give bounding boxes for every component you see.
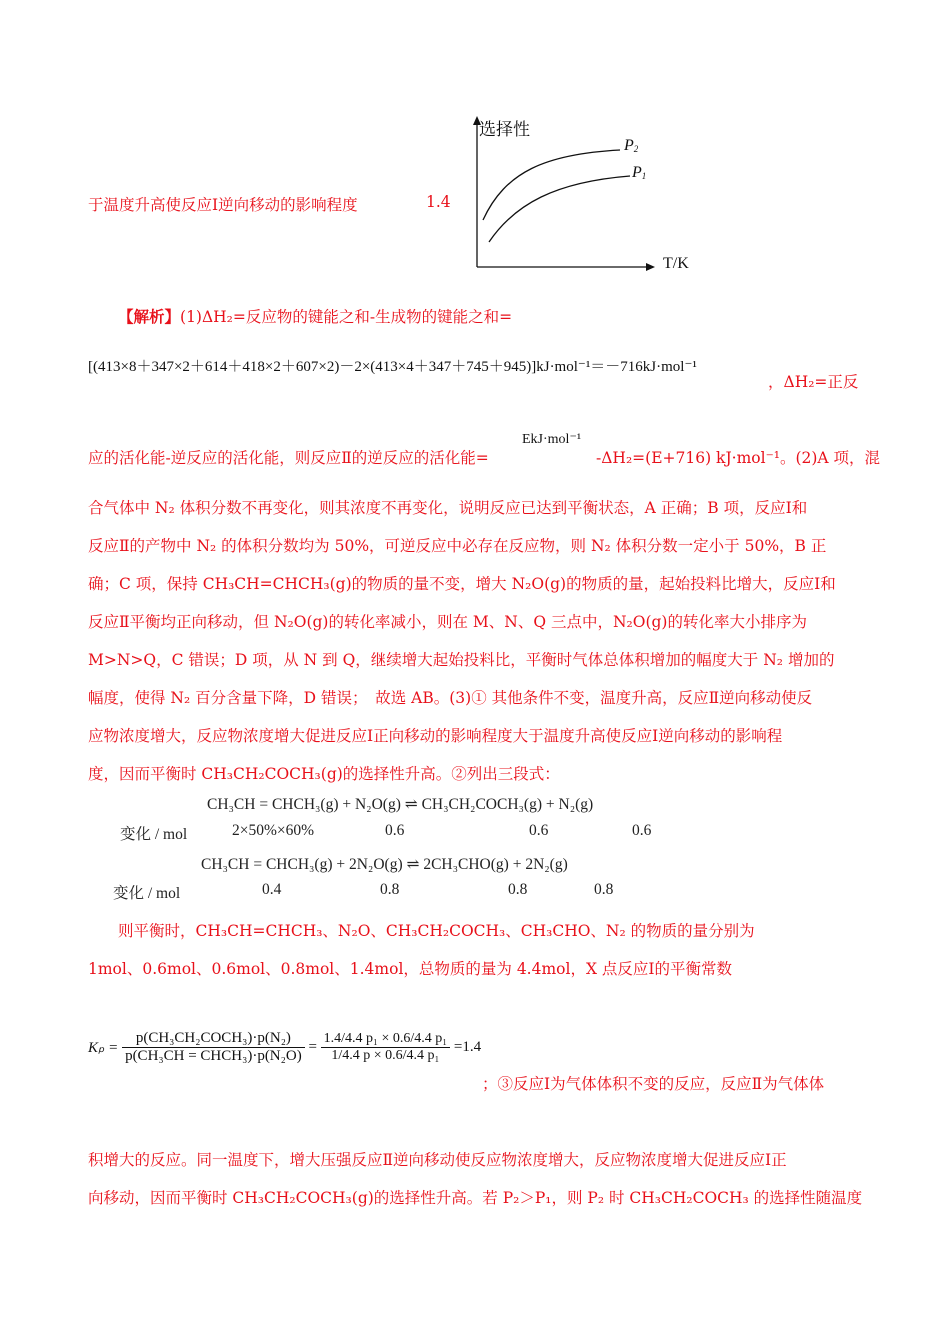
top-line-text: 于温度升高使反应Ⅰ逆向移动的影响程度 bbox=[88, 196, 358, 214]
analysis-line-5: 反应Ⅱ的产物中 N₂ 的体积分数均为 50%，可逆反应中必存在反应物，则 N₂ 体积分数一定小于 50%，B 正 bbox=[88, 537, 827, 555]
analysis-line-11: 度，因而平衡时 CH₃CH₂COCH₃(g)的选择性升高。②列出三段式： bbox=[88, 765, 560, 783]
table2-value-2: 0.8 bbox=[380, 881, 400, 898]
ek-unit: EkJ·mol⁻¹ bbox=[522, 432, 582, 447]
table2-value-4: 0.8 bbox=[594, 881, 614, 898]
table2-equation: CH₃CH = CHCH₃(g) + 2N₂O(g) ⇌ 2CH₃CHO(g) + 2N₂(g) bbox=[201, 856, 568, 873]
graph-y-label: 选择性 bbox=[479, 120, 530, 140]
x-axis-arrow bbox=[646, 263, 655, 271]
curve-p2 bbox=[483, 150, 620, 220]
table1-value-1: 2×50%×60% bbox=[232, 822, 315, 839]
kp-expression: Kₚ = $\frac{\text{p(CH₃CH₂COCH₃)·p(N₂)}}{\text{p(CH₃CH = CHCH₃)·p(N₂O)}}$ = $\frac{\text{1.4/4.4 p₁ × 0.6/4.4 p₁}}{\text{1/4.4 p × 0.6/4.4 p₁}}$ =1.4 bbox=[88, 1030, 482, 1064]
top-line-value: 1.4 bbox=[426, 193, 451, 211]
analysis-line-4: 合气体中 N₂ 体积分数不再变化，则其浓度不再变化，说明反应已达到平衡状态，A 正确；B 项，反应Ⅰ和 bbox=[88, 499, 808, 517]
table1-label: 变化 / mol bbox=[120, 826, 188, 843]
analysis-line-3b: -ΔH₂=(E+716) kJ·mol⁻¹。(2)A 项，混 bbox=[596, 449, 881, 467]
kp-fraction-1: $\frac{\text{p(CH₃CH₂COCH₃)·p(N₂)}}{\text{p(CH₃CH = CHCH₃)·p(N₂O)}}$ bbox=[122, 1030, 305, 1065]
end-line-14: 积增大的反应。同一温度下，增大压强反应Ⅱ逆向移动使反应物浓度增大，反应物浓度增大促进反应Ⅰ正 bbox=[88, 1151, 787, 1169]
analysis-line-9: 幅度，使得 N₂ 百分含量下降，D 错误； 故选 AB。(3)① 其他条件不变，温度升高，反应Ⅱ逆向移动使反 bbox=[88, 689, 813, 707]
table1-equation: CH₃CH = CHCH₃(g) + N₂O(g) ⇌ CH₃CH₂COCH₃(g) + N₂(g) bbox=[207, 796, 594, 813]
curve-p1 bbox=[489, 176, 630, 242]
analysis-line-7: 反应Ⅱ平衡均正向移动，但 N₂O(g)的转化率减小，则在 M、N、Q 三点中，N₂O(g)的转化率大小排序为 bbox=[88, 613, 807, 631]
table2-value-1: 0.4 bbox=[262, 881, 282, 898]
table2-label: 变化 / mol bbox=[113, 885, 181, 902]
analysis-line-10: 应物浓度增大，反应物浓度增大促进反应Ⅰ正向移动的影响程度大于温度升高使反应Ⅰ逆向移动的影响程 bbox=[88, 727, 783, 745]
graph-x-label: T/K bbox=[663, 255, 689, 272]
formula-bond-energy: [(413×8＋347×2＋614＋418×2＋607×2)－2×(413×4＋347＋745＋945)]kJ·mol⁻¹＝－716kJ·mol⁻¹ bbox=[88, 359, 697, 375]
graph-label-p2: $P_2$ bbox=[624, 137, 639, 154]
analysis-line-8: M>N>Q，C 错误；D 项，从 N 到 Q，继续增大起始投料比，平衡时气体总体积增加的幅度大于 N₂ 增加的 bbox=[88, 651, 835, 669]
kp-fraction-2: $\frac{\text{1.4/4.4 p₁ × 0.6/4.4 p₁}}{\text{1/4.4 p × 0.6/4.4 p₁}}$ bbox=[321, 1031, 450, 1064]
graph-label-p1: $P_1$ bbox=[632, 164, 647, 181]
after-line-12: 则平衡时，CH₃CH=CHCH₃、N₂O、CH₃CH₂COCH₃、CH₃CHO、N₂ 的物质的量分别为 bbox=[118, 922, 755, 940]
formula-tail: ，ΔH₂=正反 bbox=[768, 373, 859, 391]
end-line-15: 向移动，因而平衡时 CH₃CH₂COCH₃(g)的选择性升高。若 P₂＞P₁，则 P₂ 时 CH₃CH₂COCH₃ 的选择性随温度 bbox=[88, 1189, 863, 1207]
analysis-line-1: 【解析】(1)ΔH₂=反应物的键能之和-生成物的键能之和= bbox=[118, 307, 513, 326]
analysis-line-3a: 应的活化能-逆反应的活化能，则反应Ⅱ的逆反应的活化能= bbox=[88, 449, 489, 467]
after-line-13: 1mol、0.6mol、0.6mol、0.8mol、1.4mol，总物质的量为 4.4mol，X 点反应Ⅰ的平衡常数 bbox=[88, 960, 733, 978]
analysis-line-6: 确；C 项，保持 CH₃CH=CHCH₃(g)的物质的量不变，增大 N₂O(g)的物质的量，起始投料比增大，反应Ⅰ和 bbox=[88, 575, 836, 593]
table1-value-3: 0.6 bbox=[529, 822, 549, 839]
table1-value-2: 0.6 bbox=[385, 822, 405, 839]
table1-value-4: 0.6 bbox=[632, 822, 652, 839]
kp-tail: ；③反应Ⅰ为气体体积不变的反应，反应Ⅱ为气体体 bbox=[482, 1075, 825, 1093]
table2-value-3: 0.8 bbox=[508, 881, 528, 898]
